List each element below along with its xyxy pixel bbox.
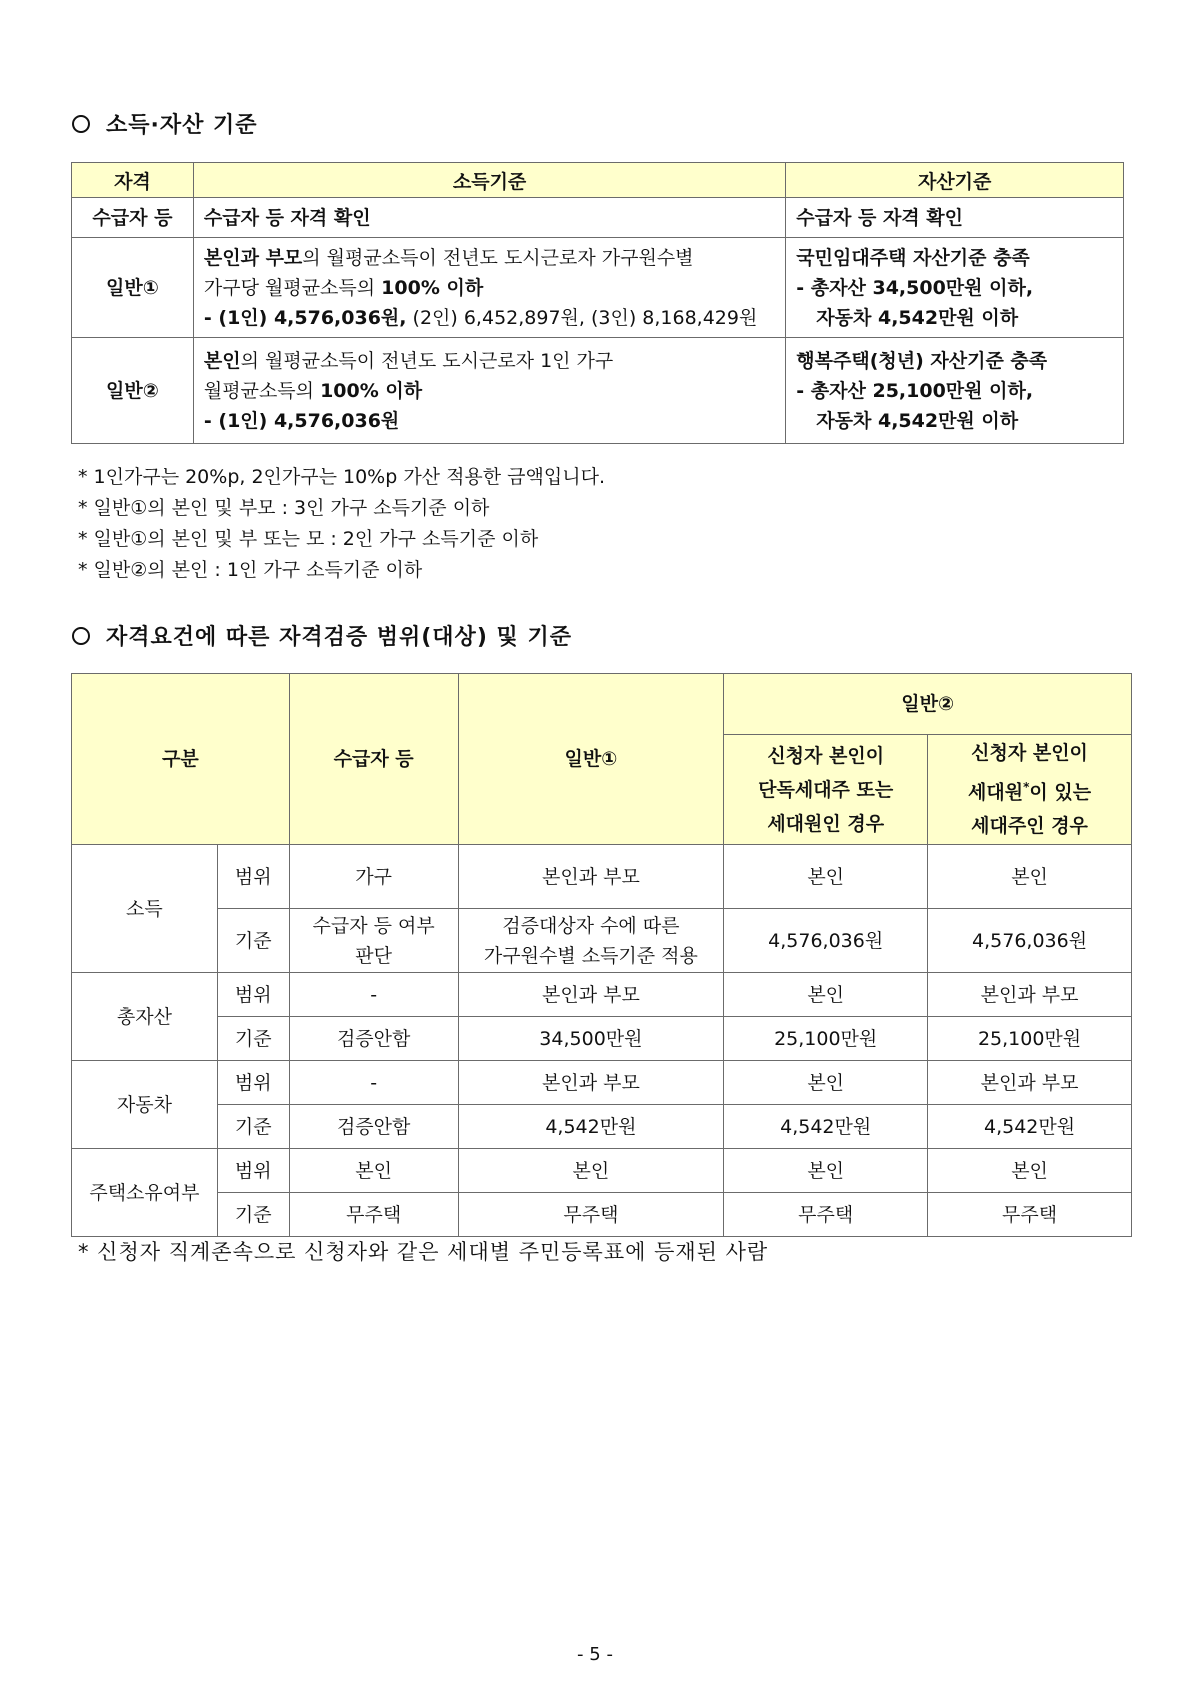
table-cell: 본인: [289, 1149, 458, 1193]
text: 자동차 4,542만원 이하: [816, 409, 1019, 432]
income-cell: [193, 238, 785, 338]
text: 신청자 본인이: [767, 744, 885, 767]
table-cell: 4,542만원: [458, 1105, 724, 1149]
basis-label: 기준: [217, 1193, 289, 1237]
text: 세대주인 경우: [971, 815, 1088, 838]
header-asset-criteria: 자산기준: [786, 163, 1124, 198]
text: 자동차 4,542만원 이하: [816, 306, 1019, 329]
text: - 총자산 25,100만원 이하,: [796, 379, 1034, 402]
table-cell: 가구: [289, 845, 458, 909]
group-label-assets: 총자산: [72, 973, 218, 1061]
header-gubun: 구분: [72, 674, 290, 845]
group-label-income: 소득: [72, 845, 218, 973]
table-cell: 본인: [724, 1061, 928, 1105]
text: - 총자산 34,500만원 이하,: [796, 276, 1034, 299]
scope-label: 범위: [217, 1149, 289, 1193]
table-row: [72, 238, 1124, 338]
table-header-row: [72, 674, 1132, 735]
table-row: [72, 973, 1132, 1017]
table-cell: 본인과 부모: [928, 973, 1132, 1017]
section-heading-verification: [72, 620, 572, 651]
table-cell: 25,100만원: [928, 1017, 1132, 1061]
table-row: [72, 909, 1132, 973]
text: 의 월평균소득이 전년도 도시근로자 가구원수별: [302, 246, 694, 269]
table-row: [72, 1061, 1132, 1105]
note-item: * 1인가구는 20%p, 2인가구는 10%p 가산 적용한 금액입니다.: [78, 466, 605, 488]
header-general1: 일반①: [458, 674, 724, 845]
table-row: [72, 1105, 1132, 1149]
text: 국민임대주택 자산기준 충족: [796, 246, 1030, 269]
basis-label: 기준: [217, 1105, 289, 1149]
table-row: [72, 1149, 1132, 1193]
table-row: [72, 845, 1132, 909]
note-item: * 일반②의 본인 : 1인 가구 소득기준 이하: [78, 559, 423, 581]
table-row: [72, 338, 1124, 444]
bold-text: 본인과 부모: [203, 246, 303, 269]
circle-bullet-icon: [72, 627, 90, 645]
note-item: * 일반①의 본인 및 부 또는 모 : 2인 가구 소득기준 이하: [78, 528, 539, 550]
bold-text: 본인: [203, 349, 241, 372]
section-heading-income-assets: [72, 108, 258, 139]
text: 의 월평균소득이 전년도 도시근로자 1인 가구: [240, 349, 614, 372]
header-qualification: 자격: [72, 163, 194, 198]
group-label-house: 주택소유여부: [72, 1149, 218, 1237]
table-cell: 무주택: [289, 1193, 458, 1237]
text: 가구당 월평균소득의: [203, 276, 382, 299]
asset-cell: 수급자 등 자격 확인: [786, 198, 1124, 238]
text: 세대원인 경우: [767, 812, 885, 835]
text: 신청자 본인이: [971, 742, 1088, 764]
header-general2: 일반②: [724, 674, 1132, 735]
bold-text: 100% 이하: [381, 276, 484, 299]
verification-scope-table: [71, 673, 1132, 1237]
row-label: 일반②: [72, 338, 194, 444]
notes-list: [78, 462, 605, 586]
table-cell: 검증안함: [289, 1017, 458, 1061]
text: 판단: [355, 944, 392, 967]
scope-label: 범위: [217, 973, 289, 1017]
table-cell: 4,576,036원: [724, 909, 928, 973]
bold-text: - (1인) 4,576,036원: [203, 409, 400, 432]
section-title: 소득·자산 기준: [106, 113, 258, 138]
page-number: - 5 -: [577, 1644, 613, 1665]
table-cell: 본인: [724, 845, 928, 909]
header-recipient: 수급자 등: [289, 674, 458, 845]
text: (2인) 6,452,897원, (3인) 8,168,429원: [406, 306, 758, 329]
group-label-car: 자동차: [72, 1061, 218, 1149]
bold-text: - (1인) 4,576,036원,: [203, 306, 407, 329]
basis-label: 기준: [217, 909, 289, 973]
asset-cell: [786, 338, 1124, 444]
text: 월평균소득의: [203, 379, 321, 402]
basis-label: 기준: [217, 1017, 289, 1061]
table-cell: 무주택: [458, 1193, 724, 1237]
table-cell: 본인: [724, 1149, 928, 1193]
header-general2-single: [724, 735, 928, 845]
table-cell: -: [289, 1061, 458, 1105]
table-cell: 4,576,036원: [928, 909, 1132, 973]
text: 행복주택(청년) 자산기준 충족: [796, 349, 1048, 372]
table-cell: 본인: [928, 845, 1132, 909]
text: 검증대상자 수에 따른: [502, 914, 680, 937]
circle-bullet-icon: [72, 115, 90, 133]
note-item: * 일반①의 본인 및 부모 : 3인 가구 소득기준 이하: [78, 497, 490, 519]
table-cell: 본인과 부모: [458, 845, 724, 909]
table-cell: 검증안함: [289, 1105, 458, 1149]
income-asset-criteria-table: [71, 162, 1124, 444]
table-row: [72, 198, 1124, 238]
table-cell: 무주택: [724, 1193, 928, 1237]
income-cell: 수급자 등 자격 확인: [193, 198, 785, 238]
row-label: 일반①: [72, 238, 194, 338]
table-cell: [458, 909, 724, 973]
table-header-row: [72, 163, 1124, 198]
table-cell: 본인과 부모: [458, 1061, 724, 1105]
table-cell: 본인: [928, 1149, 1132, 1193]
bold-text: 100% 이하: [320, 379, 423, 402]
income-cell: [193, 338, 785, 444]
table-cell: 무주택: [928, 1193, 1132, 1237]
table-cell: 4,542만원: [928, 1105, 1132, 1149]
table-cell: 25,100만원: [724, 1017, 928, 1061]
section-title: 자격요건에 따른 자격검증 범위(대상) 및 기준: [106, 625, 572, 650]
table-row: [72, 1193, 1132, 1237]
scope-label: 범위: [217, 845, 289, 909]
footnote-marker: *: [1023, 780, 1030, 794]
row-label: 수급자 등: [72, 198, 194, 238]
table-row: [72, 1017, 1132, 1061]
table-cell: 본인: [724, 973, 928, 1017]
table-cell: 34,500만원: [458, 1017, 724, 1061]
table-cell: [289, 909, 458, 973]
table-cell: -: [289, 973, 458, 1017]
table-footnote: * 신청자 직계존속으로 신청자와 같은 세대별 주민등록표에 등재된 사람: [78, 1240, 769, 1264]
table-cell: 본인: [458, 1149, 724, 1193]
scope-label: 범위: [217, 1061, 289, 1105]
text: 이 있는: [1029, 781, 1092, 804]
header-income-criteria: 소득기준: [193, 163, 785, 198]
table-cell: 본인과 부모: [928, 1061, 1132, 1105]
header-general2-householder: [928, 735, 1132, 845]
text: 수급자 등 여부: [312, 914, 435, 937]
text: 세대원: [968, 781, 1024, 804]
asset-cell: [786, 238, 1124, 338]
text: 단독세대주 또는: [758, 778, 894, 801]
table-cell: 본인과 부모: [458, 973, 724, 1017]
text: 가구원수별 소득기준 적용: [483, 944, 698, 967]
table-cell: 4,542만원: [724, 1105, 928, 1149]
